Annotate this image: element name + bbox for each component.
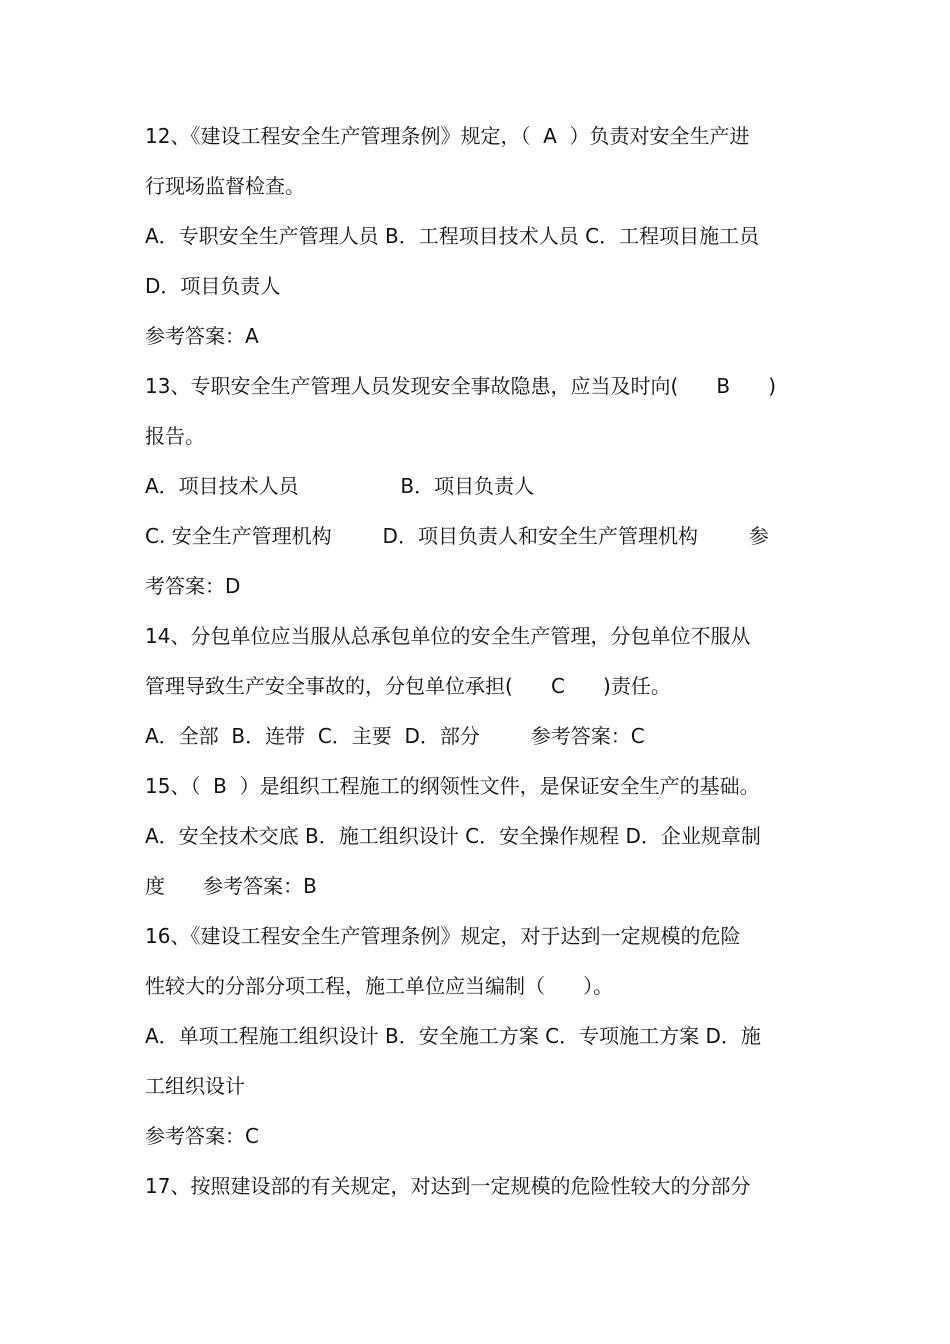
q13-answer: 考答案：D [145,574,241,598]
q13-options-line-1: A．项目技术人员 B．项目负责人 [145,474,535,498]
q15-options-line-1: A．安全技术交底 B．施工组织设计 C．安全操作规程 D．企业规章制 [145,824,761,848]
q13-line-1: 13、专职安全生产管理人员发现安全事故隐患，应当及时向( B ) [145,374,777,398]
q12-options-line-1: A．专职安全生产管理人员 B．工程项目技术人员 C．工程项目施工员 [145,224,760,248]
q16-options-line-1: A．单项工程施工组织设计 B．安全施工方案 C．专项施工方案 D．施 [145,1024,761,1048]
q13-options-line-2: C. 安全生产管理机构 D．项目负责人和安全生产管理机构 参 [145,524,769,548]
q13-line-2: 报告。 [145,424,205,448]
q15-options-answer: 度 参考答案：B [145,874,317,898]
q16-line-2: 性较大的分部分项工程，施工单位应当编制（ ）。 [145,974,614,998]
q12-options-line-2: D．项目负责人 [145,274,281,298]
q14-line-1: 14、分包单位应当服从总承包单位的安全生产管理，分包单位不服从 [145,624,751,648]
q12-answer: 参考答案：A [145,324,259,348]
q14-options-answer: A．全部 B．连带 C．主要 D．部分 参考答案：C [145,724,645,748]
q12-line-1: 12、《建设工程安全生产管理条例》规定，（ A ）负责对安全生产进 [145,124,750,148]
q16-options-line-2: 工组织设计 [145,1074,245,1098]
q16-line-1: 16、《建设工程安全生产管理条例》规定，对于达到一定规模的危险 [145,924,741,948]
q17-line-1: 17、按照建设部的有关规定，对达到一定规模的危险性较大的分部分 [145,1174,751,1198]
q12-line-2: 行现场监督检查。 [145,174,305,198]
q14-line-2: 管理导致生产安全事故的，分包单位承担( C )责任。 [145,674,671,698]
q15-line-1: 15、（ B ）是组织工程施工的纲领性文件，是保证安全生产的基础。 [145,774,760,798]
q16-answer: 参考答案：C [145,1124,259,1148]
